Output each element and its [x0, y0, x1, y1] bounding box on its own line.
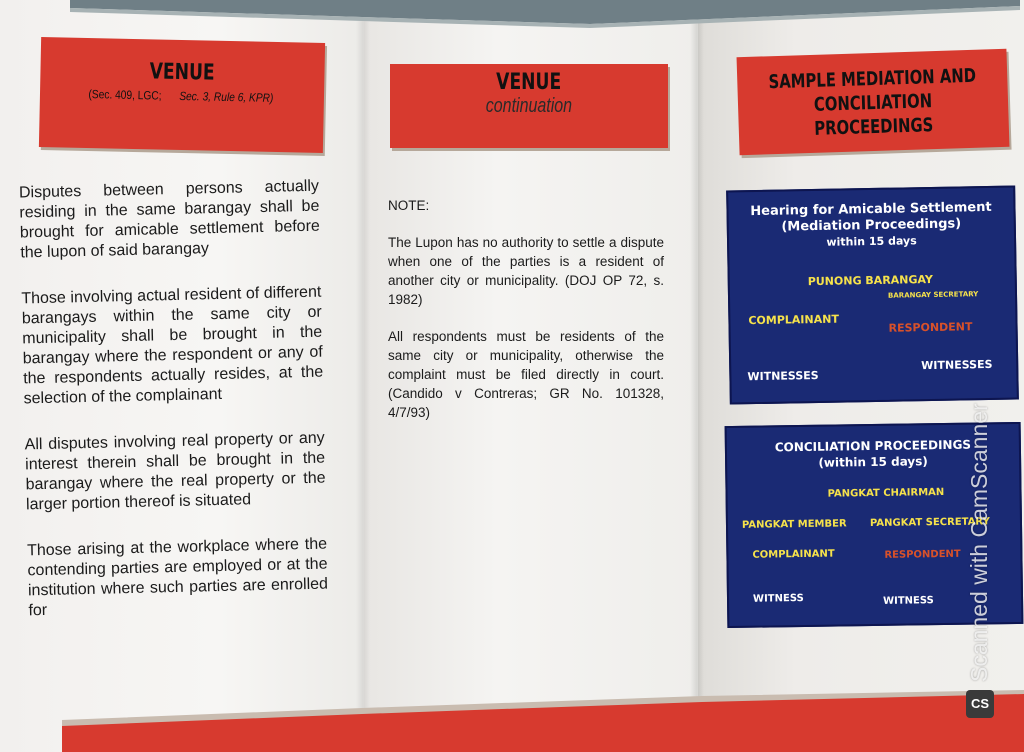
paragraph: The Lupon has no authority to settle a dispute when one of the parties is a resident of another city or municipality. (DOJ OP 72, s. 1982) [388, 235, 664, 307]
pangkat-chairman-label: PANGKAT CHAIRMAN [827, 487, 945, 500]
note-text [388, 196, 664, 440]
paragraph: Those involving actual resident of different barangays within the same city or municipality shall be brought in the barangay where the respondent or any of the respondents actually resides, at the selection of the complainant [21, 283, 324, 408]
fold-crease [690, 0, 704, 752]
venue-banner [39, 37, 325, 153]
witness-label-right: WITNESS [882, 595, 934, 607]
banner-citation: (Sec. 409, LGC; Sec. 3, Rule 6, KPR) [88, 87, 274, 105]
venue-rules-text [19, 177, 329, 648]
complainant-label: COMPLAINANT [752, 548, 835, 561]
conciliation-title: CONCILIATION PROCEEDINGS (within 15 days) [774, 437, 972, 470]
top-decorative-rule [70, 0, 1020, 28]
punong-barangay-label: PUNONG BARANGAY [807, 272, 934, 289]
mediation-diagram [726, 185, 1019, 404]
sample-proceedings-banner [737, 49, 1010, 155]
pangkat-member-label: PANGKAT MEMBER [741, 518, 847, 531]
paragraph: Those arising at the workplace where the contending parties are employed or at the institution where such parties are enrolled for [26, 535, 329, 620]
camscanner-logo-icon: CS [966, 690, 994, 718]
venue-continuation-banner [390, 64, 668, 148]
bottom-decorative-stripe [62, 690, 1024, 752]
respondent-label: RESPONDENT [884, 548, 961, 561]
fold-crease [356, 0, 370, 752]
pangkat-secretary-label: PANGKAT SECRETARY [869, 516, 990, 530]
complainant-label: COMPLAINANT [748, 312, 840, 328]
witnesses-label-left: WITNESSES [747, 368, 819, 384]
witness-label-left: WITNESS [752, 592, 804, 605]
banner-title: VENUE [149, 59, 216, 86]
paragraph: Disputes between persons actually residing in the same barangay shall be brought for amicable settlement before the lupon of said barangay [18, 177, 321, 262]
respondent-label: RESPONDENT [888, 320, 973, 335]
paragraph: All disputes involving real property or any interest therein shall be brought in the barangay where the real property or the larger portion thereof is situated [24, 429, 326, 514]
banner-title: SAMPLE MEDIATION AND CONCILIATION PROCEEDINGS [768, 64, 977, 140]
banner-title: VENUE [496, 70, 562, 95]
barangay-secretary-label: BARANGAY SECRETARY [887, 290, 979, 300]
scanner-watermark: Scanned with CamScanner [966, 403, 992, 682]
note-label: NOTE: [388, 198, 430, 213]
banner-subtitle: continuation [485, 95, 573, 117]
witnesses-label-right: WITNESSES [921, 357, 993, 373]
paragraph: All respondents must be residents of the same city or municipality, otherwise the complaint must be filed directly in court. (Candido v Contreras; GR No. 101328, 4/7/93) [388, 329, 664, 420]
mediation-title: Hearing for Amicable Settlement (Mediation Proceedings) within 15 days [750, 199, 992, 249]
